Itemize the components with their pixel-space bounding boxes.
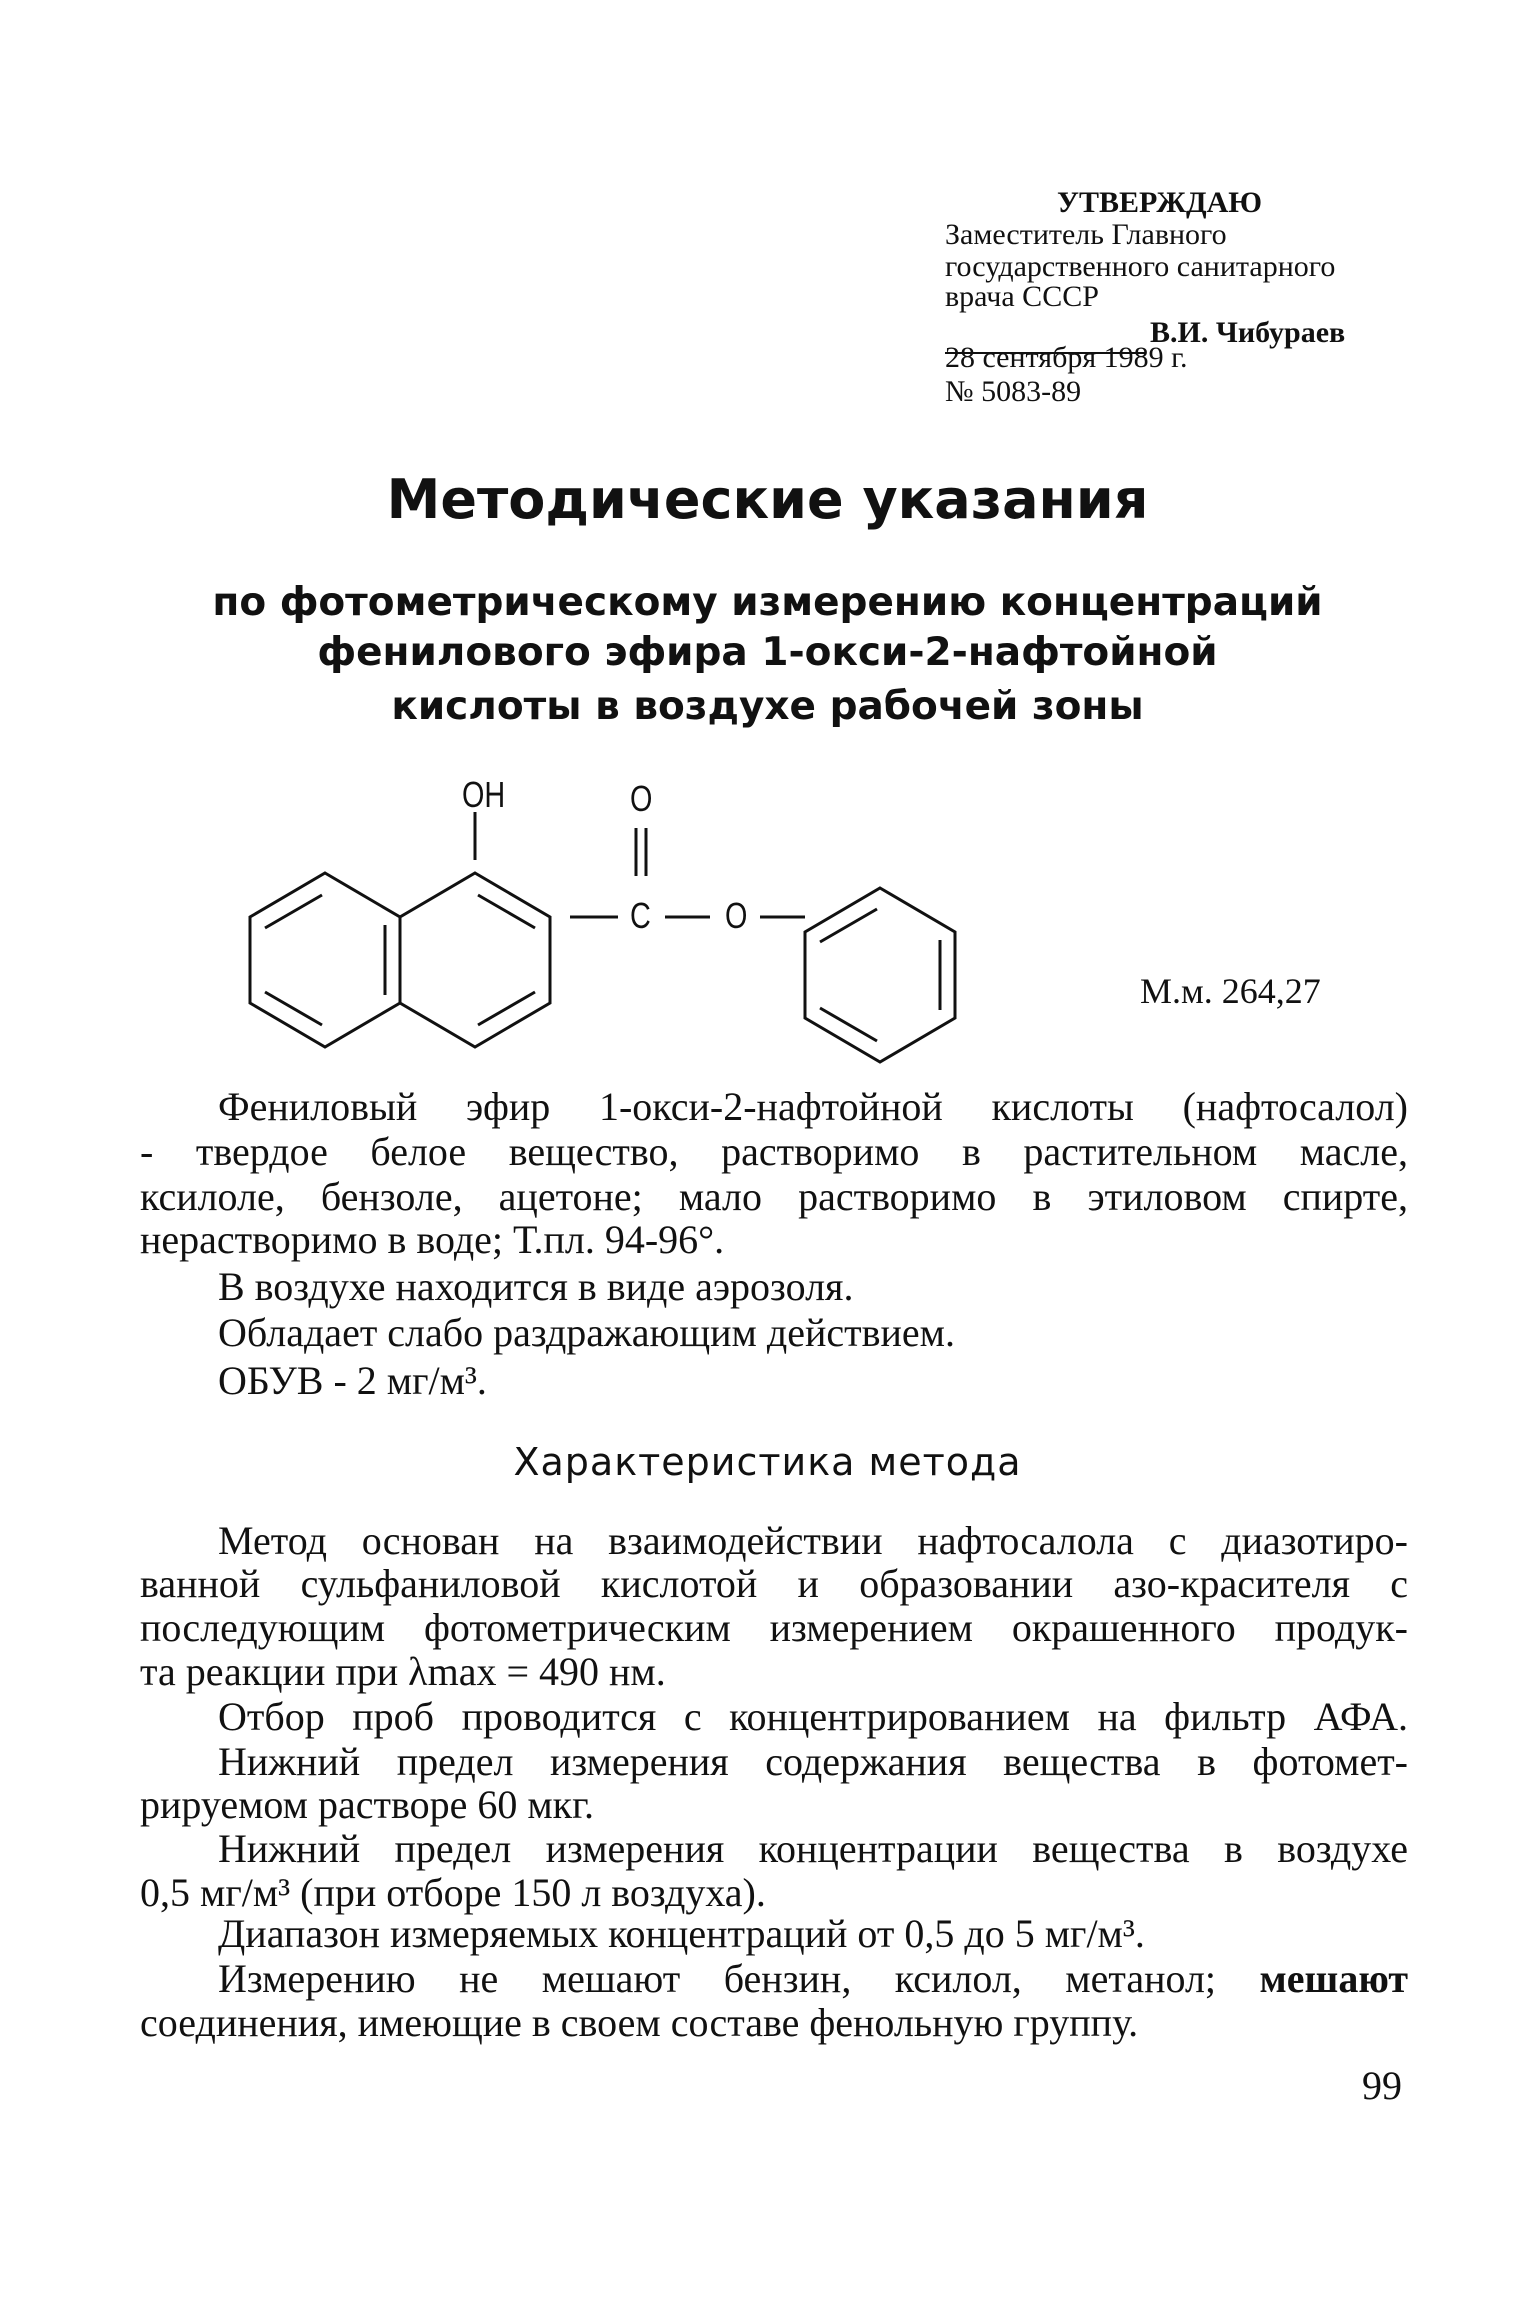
approval-position-line: Заместитель Главного [945, 218, 1227, 251]
text-line: В воздухе находится в виде аэрозоля. [218, 1264, 854, 1309]
text-line: Нижний предел измерения содержания вещества в фотомет- [218, 1739, 1408, 1784]
subtitle-line: кислоты в воздухе рабочей зоны [391, 684, 1144, 729]
text-line: Фениловый эфир 1-окси-2-нафтойной кислоты (нафтосалол) [218, 1084, 1408, 1129]
text-line: та реакции при λmax = 490 нм. [140, 1649, 666, 1694]
approval-position-line: врача СССР [945, 280, 1099, 313]
text-line: Нижний предел измерения концентрации вещества в воздухе [218, 1826, 1408, 1871]
text-line: ванной сульфаниловой кислотой и образовании азо-красителя с [140, 1561, 1408, 1606]
section-title: Характеристика метода [513, 1440, 1022, 1484]
signatory-name: В.И. Чибураев [1150, 316, 1346, 349]
approval-date: 28 сентября 1989 г. [945, 341, 1188, 374]
naphthalene-right-ring [400, 873, 550, 1047]
carbon-label: C [630, 895, 651, 936]
phenyl-ring [805, 888, 955, 1062]
bold-text-segment: мешают [1259, 1956, 1409, 2001]
carbonyl-oxygen-label: O [630, 778, 653, 819]
text-line: Метод основан на взаимодействии нафтосалола с диазотиро- [218, 1518, 1408, 1563]
subtitle-line: фенилового эфира 1-окси-2-нафтойной [317, 630, 1218, 675]
text-line: Диапазон измеряемых концентраций от 0,5 до 5 мг/м³. [218, 1911, 1145, 1956]
text-line: 0,5 мг/м³ (при отборе 150 л воздуха). [140, 1870, 766, 1915]
approval-position-line: государственного санитарного [945, 250, 1336, 283]
approval-heading: УТВЕРЖДАЮ [1057, 186, 1263, 219]
page-title: Методические указания [386, 468, 1149, 531]
text-segment: Измерению не мешают бензин, ксилол, метанол; [218, 1956, 1217, 2001]
text-line: ОБУВ - 2 мг/м³. [218, 1358, 487, 1403]
text-line [218, 1957, 1408, 2001]
subtitle-line: по фотометрическому измерению концентраций [212, 580, 1323, 625]
molar-mass: М.м. 264,27 [1140, 971, 1321, 1011]
text-line: ксилоле, бензоле, ацетоне; мало растворимо в этиловом спирте, [140, 1174, 1408, 1219]
hydroxyl-label: OH [462, 774, 506, 815]
text-line: нерастворимо в воде; Т.пл. 94-96°. [140, 1217, 725, 1262]
ester-oxygen-label: O [725, 895, 748, 936]
text-line: Обладает слабо раздражающим действием. [218, 1310, 955, 1355]
text-line: последующим фотометрическим измерением окрашенного продук- [140, 1605, 1408, 1650]
text-line: Отбор проб проводится с концентрированием на фильтр АФА. [218, 1694, 1408, 1739]
page-number: 99 [1362, 2063, 1402, 2108]
structure-bonds [0, 0, 1535, 1100]
text-line: рируемом растворе 60 мкг. [140, 1782, 594, 1827]
naphthalene-left-ring [250, 873, 400, 1047]
text-line: соединения, имеющие в своем составе фенольную группу. [140, 2000, 1139, 2045]
approval-number: № 5083-89 [945, 375, 1082, 408]
text-line: - твердое белое вещество, растворимо в растительном масле, [140, 1129, 1408, 1174]
